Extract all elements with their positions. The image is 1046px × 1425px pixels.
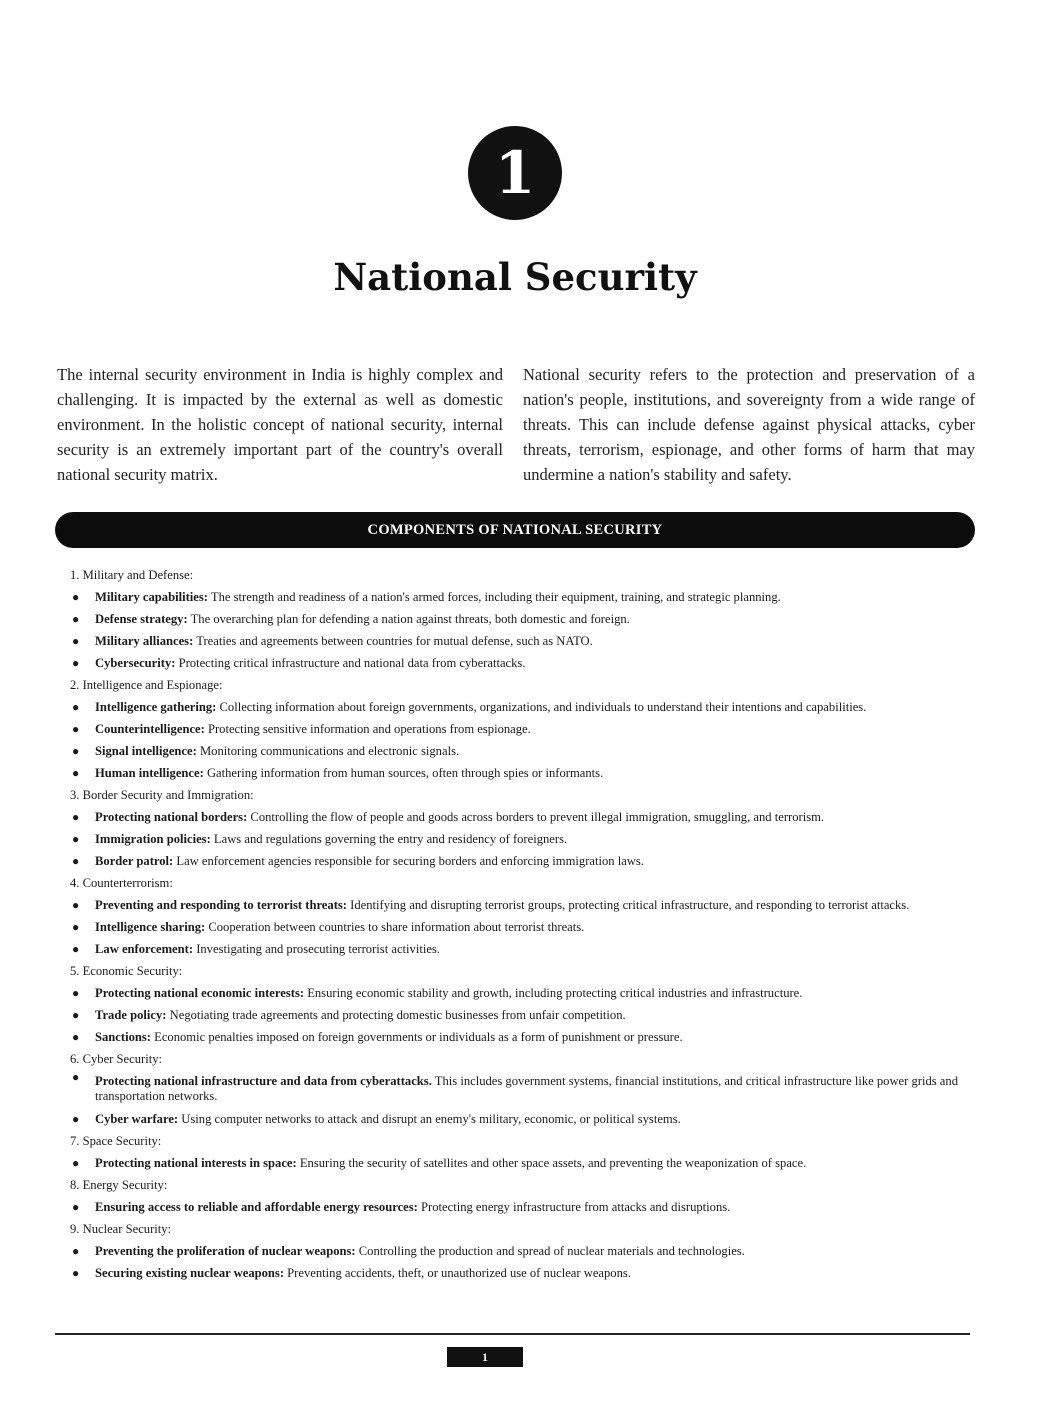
item-term: Intelligence gathering:	[95, 700, 217, 714]
bullet-icon: ●	[72, 1008, 80, 1022]
item-description: Ensuring the security of satellites and other space assets, and preventing the weaponization of space.	[296, 1156, 807, 1170]
list-item	[70, 652, 970, 674]
bullet-icon: ●	[72, 612, 80, 626]
bullet-icon: ●	[72, 1244, 80, 1258]
list-item	[70, 1196, 970, 1218]
bullet-icon: ●	[72, 700, 80, 714]
list-item	[70, 1026, 970, 1048]
bullet-icon: ●	[72, 942, 80, 956]
bullet-icon: ●	[72, 634, 80, 648]
section-heading: 5. Economic Security:	[70, 964, 183, 978]
item-term: Military capabilities:	[95, 590, 208, 604]
item-description: Using computer networks to attack and disrupt an enemy's military, economic, or political systems.	[178, 1112, 681, 1126]
item-description: Negotiating trade agreements and protecting domestic businesses from unfair competition.	[166, 1008, 626, 1022]
item-term: Protecting national infrastructure and data from cyberattacks.	[95, 1074, 432, 1088]
list-item	[70, 850, 970, 872]
list-item	[70, 608, 970, 630]
item-description: Controlling the production and spread of nuclear materials and technologies.	[355, 1244, 745, 1258]
bullet-icon: ●	[72, 854, 80, 868]
list-item	[70, 696, 970, 718]
list-item	[70, 740, 970, 762]
item-term: Protecting national economic interests:	[95, 986, 305, 1000]
item-term: Defense strategy:	[95, 612, 188, 626]
list-item	[70, 982, 970, 1004]
item-term: Counterintelligence:	[95, 722, 205, 736]
item-term: Law enforcement:	[95, 942, 194, 956]
list-item	[70, 718, 970, 740]
bullet-icon: ●	[72, 656, 80, 670]
section-banner: COMPONENTS OF NATIONAL SECURITY	[55, 512, 975, 548]
item-term: Cybersecurity:	[95, 656, 176, 670]
bullet-icon: ●	[72, 832, 80, 846]
bullet-icon: ●	[72, 722, 80, 736]
item-description: Collecting information about foreign governments, organizations, and individuals to understand their intentions and capabilities.	[216, 700, 867, 714]
list-item	[70, 916, 970, 938]
intro-paragraph-left: The internal security environment in India is highly complex and challenging. It is impacted by the external as well as domestic environment. In the holistic concept of national security, internal security is an extremely important part of the country's overall national security matrix.	[57, 365, 503, 484]
list-item	[70, 586, 970, 608]
item-term: Border patrol:	[95, 854, 174, 868]
bullet-icon: ●	[72, 1030, 80, 1044]
item-term: Intelligence sharing:	[95, 920, 206, 934]
list-item	[70, 828, 970, 850]
bullet-icon: ●	[72, 920, 80, 934]
intro-paragraph-right: National security refers to the protection and preservation of a nation's people, institutions, and sovereignty from a wide range of threats. This can include defense against physical attacks, cyber threats, terrorism, espionage, and other forms of harm that may undermine a nation's stability and safety.	[523, 365, 975, 484]
item-description: Laws and regulations governing the entry and residency of foreigners.	[210, 832, 568, 846]
item-description: Protecting energy infrastructure from attacks and disruptions.	[417, 1200, 731, 1214]
item-term: Securing existing nuclear weapons:	[95, 1266, 285, 1280]
item-term: Sanctions:	[95, 1030, 151, 1044]
bullet-icon: ●	[72, 766, 80, 780]
item-term: Human intelligence:	[95, 766, 204, 780]
bullet-icon: ●	[72, 1156, 80, 1170]
chapter-number-badge: 1	[468, 126, 562, 220]
item-description: Law enforcement agencies responsible for securing borders and enforcing immigration laws.	[173, 854, 644, 868]
section-heading: 2. Intelligence and Espionage:	[70, 678, 223, 692]
item-description: Controlling the flow of people and goods across borders to prevent illegal immigration, smuggling, and terrorism.	[247, 810, 825, 824]
bullet-icon: ●	[72, 986, 80, 1000]
item-term: Signal intelligence:	[95, 744, 197, 758]
item-description: This includes government systems, financial institutions, and critical infrastructure like power grids and transportation networks.	[95, 1074, 958, 1103]
section-heading: 7. Space Security:	[70, 1134, 162, 1148]
list-item	[70, 806, 970, 828]
item-term: Protecting national borders:	[95, 810, 248, 824]
item-description: Cooperation between countries to share information about terrorist threats.	[205, 920, 585, 934]
section-heading: 4. Counterterrorism:	[70, 876, 173, 890]
bullet-icon: ●	[72, 1200, 80, 1214]
item-description: Gathering information from human sources, often through spies or informants.	[203, 766, 604, 780]
item-term: Preventing the proliferation of nuclear weapons:	[95, 1244, 356, 1258]
item-description: Protecting sensitive information and operations from espionage.	[204, 722, 531, 736]
item-term: Trade policy:	[95, 1008, 167, 1022]
list-item	[70, 762, 970, 784]
item-term: Military alliances:	[95, 634, 194, 648]
bullet-icon: ●	[72, 1266, 80, 1280]
list-item	[70, 1262, 970, 1284]
bullet-icon: ●	[72, 810, 80, 824]
list-item	[70, 1004, 970, 1026]
page-title: National Security	[333, 255, 697, 299]
item-description: Investigating and prosecuting terrorist activities.	[193, 942, 440, 956]
section-heading: 1. Military and Defense:	[70, 568, 194, 582]
item-term: Protecting national interests in space:	[95, 1156, 297, 1170]
item-description: Treaties and agreements between countries for mutual defense, such as NATO.	[193, 634, 593, 648]
list-item	[70, 938, 970, 960]
item-description: The strength and readiness of a nation's armed forces, including their equipment, training, and strategic planning.	[207, 590, 781, 604]
list-item	[70, 1108, 970, 1130]
item-description: Identifying and disrupting terrorist groups, protecting critical infrastructure, and responding to terrorist attacks.	[346, 898, 910, 912]
bullet-icon: ●	[72, 898, 80, 912]
footer-divider	[55, 1333, 970, 1335]
item-description: Monitoring communications and electronic signals.	[196, 744, 460, 758]
section-heading: 8. Energy Security:	[70, 1178, 168, 1192]
item-description: Economic penalties imposed on foreign governments or individuals as a form of punishment or pressure.	[150, 1030, 683, 1044]
bullet-icon: ●	[72, 744, 80, 758]
bullet-icon: ●	[72, 1070, 80, 1084]
item-term: Cyber warfare:	[95, 1112, 179, 1126]
bullet-icon: ●	[72, 590, 80, 604]
item-description: The overarching plan for defending a nation against threats, both domestic and foreign.	[187, 612, 630, 626]
list-item	[70, 1152, 970, 1174]
components-list	[70, 564, 970, 1284]
list-item	[70, 1240, 970, 1262]
item-description: Preventing accidents, theft, or unauthorized use of nuclear weapons.	[284, 1266, 631, 1280]
item-term: Ensuring access to reliable and affordable energy resources:	[95, 1200, 418, 1214]
page-number: 1	[447, 1347, 523, 1367]
bullet-icon: ●	[72, 1112, 80, 1126]
section-heading: 9. Nuclear Security:	[70, 1222, 172, 1236]
list-item	[70, 630, 970, 652]
item-term: Immigration policies:	[95, 832, 211, 846]
list-item	[70, 894, 970, 916]
item-term: Preventing and responding to terrorist threats:	[95, 898, 347, 912]
list-item	[70, 1070, 970, 1108]
item-description: Ensuring economic stability and growth, including protecting critical industries and infrastructure.	[304, 986, 803, 1000]
section-heading: 6. Cyber Security:	[70, 1052, 162, 1066]
item-description: Protecting critical infrastructure and national data from cyberattacks.	[175, 656, 526, 670]
section-heading: 3. Border Security and Immigration:	[70, 788, 254, 802]
